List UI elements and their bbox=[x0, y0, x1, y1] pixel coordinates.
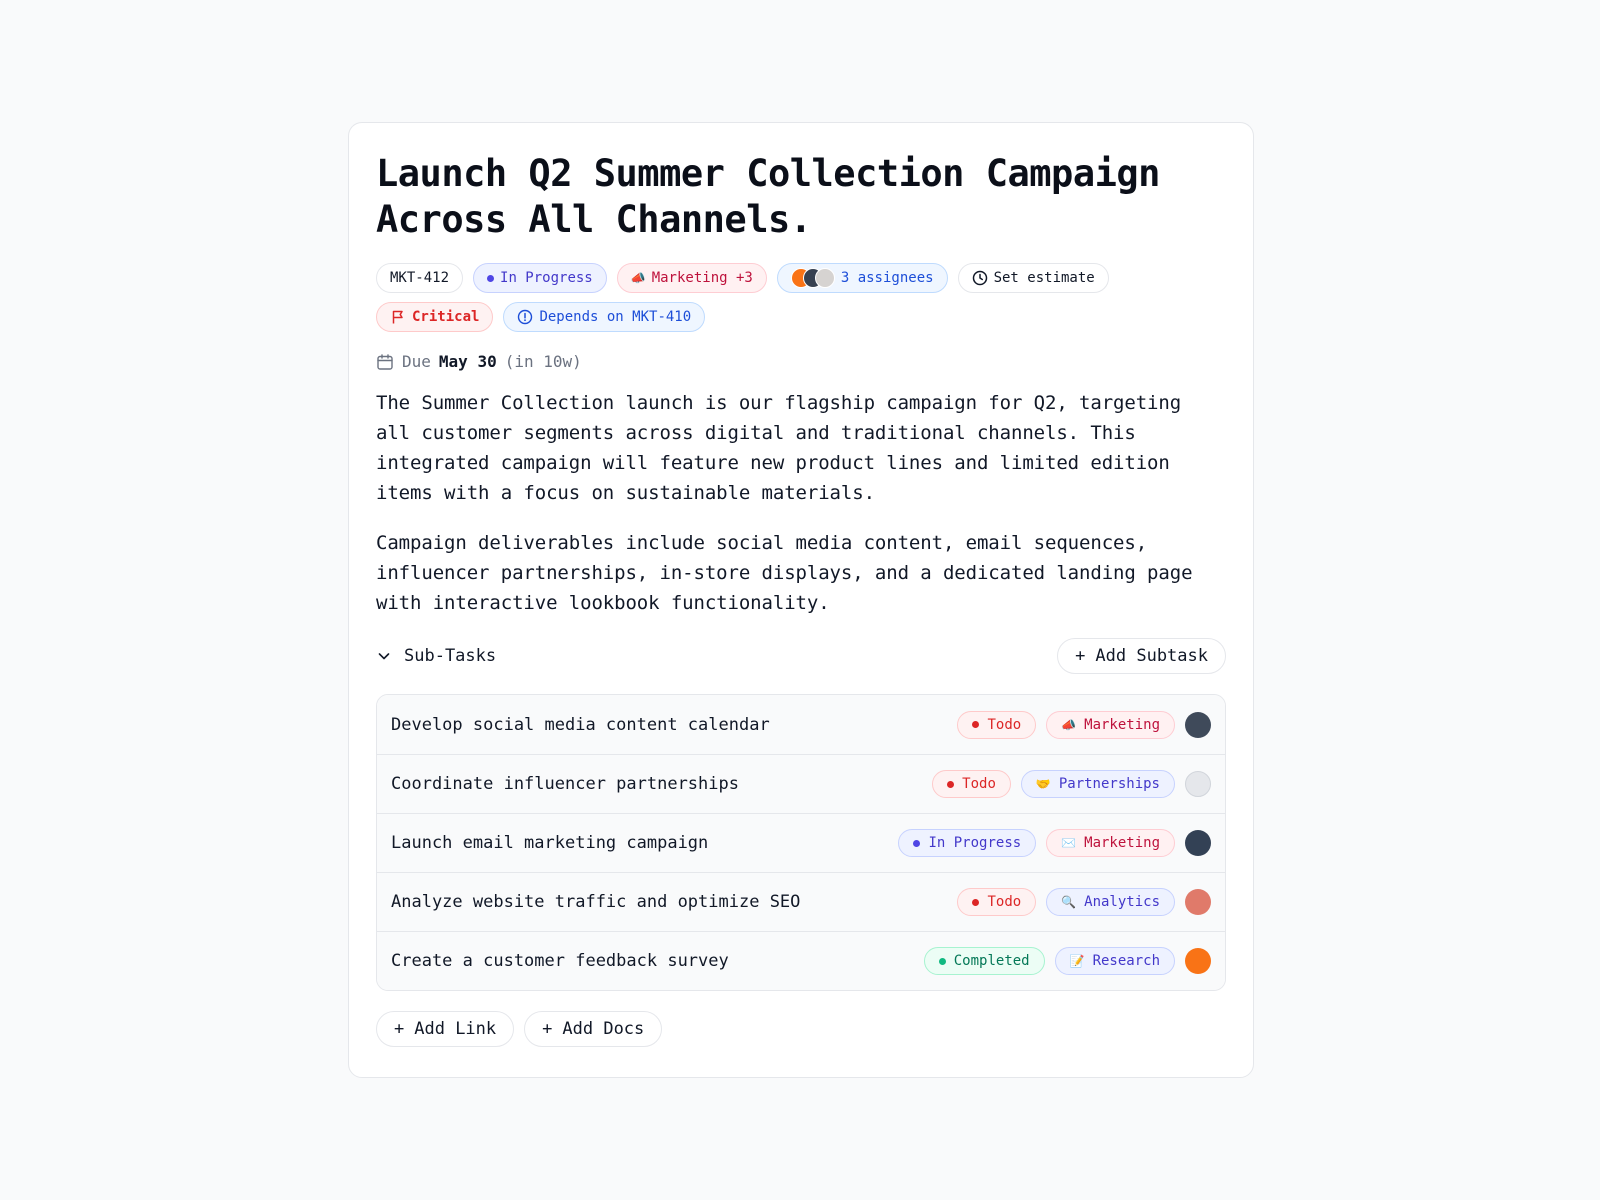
subtask-status-badge[interactable] bbox=[957, 711, 1036, 739]
task-description[interactable] bbox=[376, 388, 1226, 618]
subtask-category-badge[interactable] bbox=[1046, 888, 1175, 916]
add-subtask-label: Add Subtask bbox=[1095, 646, 1208, 666]
plus-icon: + bbox=[542, 1019, 553, 1039]
footer-actions bbox=[376, 1011, 1226, 1047]
info-icon bbox=[517, 309, 533, 325]
subtask-name: Analyze website traffic and optimize SEO bbox=[391, 892, 801, 912]
assignee-avatars bbox=[791, 268, 835, 288]
clock-icon bbox=[972, 270, 988, 286]
subtask-row[interactable] bbox=[377, 931, 1225, 990]
task-detail-card bbox=[348, 122, 1254, 1078]
subtask-status-badge[interactable] bbox=[898, 829, 1036, 857]
dependency-label: Depends on MKT-410 bbox=[539, 309, 692, 325]
due-date-value: May 30 bbox=[438, 352, 497, 371]
status-chip[interactable] bbox=[473, 263, 607, 293]
chevron-down-icon bbox=[376, 648, 392, 664]
assignees-chip[interactable] bbox=[777, 263, 948, 293]
subtask-category-label: Research bbox=[1092, 953, 1160, 969]
dependency-chip[interactable] bbox=[503, 302, 705, 332]
subtasks-header bbox=[376, 638, 1226, 674]
subtask-category-badge[interactable] bbox=[1055, 947, 1175, 975]
label-text: Marketing +3 bbox=[651, 270, 753, 286]
magnifier-icon: 🔍 bbox=[1061, 895, 1077, 909]
status-dot-icon bbox=[947, 781, 954, 788]
estimate-chip[interactable] bbox=[958, 263, 1109, 293]
description-paragraph: Campaign deliverables include social media content, email sequences, influencer partnerships, in-store displays, and a dedicated landing page with interactive lookbook functionality. bbox=[376, 532, 1193, 614]
subtask-name: Launch email marketing campaign bbox=[391, 833, 709, 853]
flag-icon bbox=[390, 309, 406, 325]
priority-label: Critical bbox=[412, 309, 480, 325]
subtask-row[interactable] bbox=[377, 695, 1225, 754]
subtask-status-badge[interactable] bbox=[957, 888, 1036, 916]
task-id-chip[interactable] bbox=[376, 263, 463, 293]
task-title[interactable]: Launch Q2 Summer Collection Campaign Across All Channels. bbox=[376, 152, 1160, 241]
avatar[interactable] bbox=[1185, 712, 1211, 738]
avatar[interactable] bbox=[1185, 889, 1211, 915]
avatar[interactable] bbox=[1185, 771, 1211, 797]
subtask-status-badge[interactable] bbox=[924, 947, 1045, 975]
assignees-label: 3 assignees bbox=[840, 270, 934, 286]
plus-icon: + bbox=[1075, 646, 1086, 666]
avatar bbox=[815, 268, 835, 288]
subtask-category-badge[interactable] bbox=[1021, 770, 1175, 798]
add-subtask-button[interactable] bbox=[1057, 638, 1226, 674]
memo-icon: 📝 bbox=[1069, 954, 1085, 968]
add-docs-button[interactable] bbox=[524, 1011, 662, 1047]
subtask-status-label: Todo bbox=[987, 716, 1022, 733]
subtask-row[interactable] bbox=[377, 872, 1225, 931]
subtask-name: Develop social media content calendar bbox=[391, 714, 770, 735]
status-dot-icon bbox=[487, 275, 494, 282]
subtask-status-label: Todo bbox=[987, 894, 1022, 910]
subtask-tags bbox=[957, 888, 1211, 916]
envelope-icon: ✉️ bbox=[1061, 836, 1077, 850]
subtask-category-badge[interactable] bbox=[1046, 711, 1175, 739]
status-dot-icon bbox=[972, 721, 979, 728]
subtask-row[interactable] bbox=[377, 813, 1225, 872]
task-id-label: MKT-412 bbox=[390, 270, 450, 286]
add-link-label: Add Link bbox=[414, 1019, 497, 1039]
subtask-tags bbox=[898, 829, 1211, 857]
due-prefix: Due bbox=[402, 352, 431, 371]
estimate-label: Set estimate bbox=[993, 270, 1095, 286]
subtask-tags bbox=[932, 770, 1211, 798]
subtask-category-label: Marketing bbox=[1084, 716, 1160, 733]
status-label: In Progress bbox=[500, 270, 593, 286]
subtask-status-badge[interactable] bbox=[932, 770, 1011, 798]
subtask-category-label: Partnerships bbox=[1058, 776, 1160, 792]
subtask-tags bbox=[957, 711, 1211, 739]
subtask-name: Create a customer feedback survey bbox=[391, 951, 729, 971]
avatar[interactable] bbox=[1185, 948, 1211, 974]
status-dot-icon bbox=[913, 840, 920, 847]
description-paragraph: The Summer Collection launch is our flagship campaign for Q2, targeting all customer segments across digital and traditional channels. This integrated campaign will feature new product lines and limited edition items with a focus on sustainable materials. bbox=[376, 392, 1182, 504]
megaphone-icon: 📣 bbox=[1061, 717, 1077, 732]
subtask-category-label: Analytics bbox=[1084, 894, 1160, 910]
handshake-icon: 🤝 bbox=[1035, 777, 1051, 791]
subtask-tags bbox=[924, 947, 1211, 975]
subtask-name: Coordinate influencer partnerships bbox=[391, 774, 739, 794]
subtasks-toggle[interactable] bbox=[376, 646, 496, 666]
status-dot-icon bbox=[939, 958, 946, 965]
avatar[interactable] bbox=[1185, 830, 1211, 856]
subtask-status-label: Completed bbox=[953, 953, 1030, 969]
add-docs-label: Add Docs bbox=[562, 1019, 645, 1039]
priority-chip[interactable] bbox=[376, 302, 493, 332]
subtask-status-label: In Progress bbox=[928, 835, 1022, 851]
label-chip[interactable] bbox=[617, 263, 767, 293]
status-dot-icon bbox=[972, 899, 979, 906]
calendar-icon bbox=[376, 353, 394, 371]
subtask-category-label: Marketing bbox=[1084, 835, 1160, 851]
megaphone-icon: 📣 bbox=[630, 271, 646, 285]
task-properties bbox=[376, 263, 1166, 332]
subtasks-heading: Sub-Tasks bbox=[404, 646, 497, 666]
subtasks-list bbox=[376, 694, 1226, 991]
subtask-row[interactable] bbox=[377, 754, 1225, 813]
plus-icon: + bbox=[394, 1019, 405, 1039]
add-link-button[interactable] bbox=[376, 1011, 514, 1047]
due-relative: (in 10w) bbox=[504, 352, 582, 371]
due-date[interactable] bbox=[376, 352, 1226, 371]
subtask-status-label: Todo bbox=[962, 776, 996, 792]
subtask-category-badge[interactable] bbox=[1046, 829, 1175, 857]
